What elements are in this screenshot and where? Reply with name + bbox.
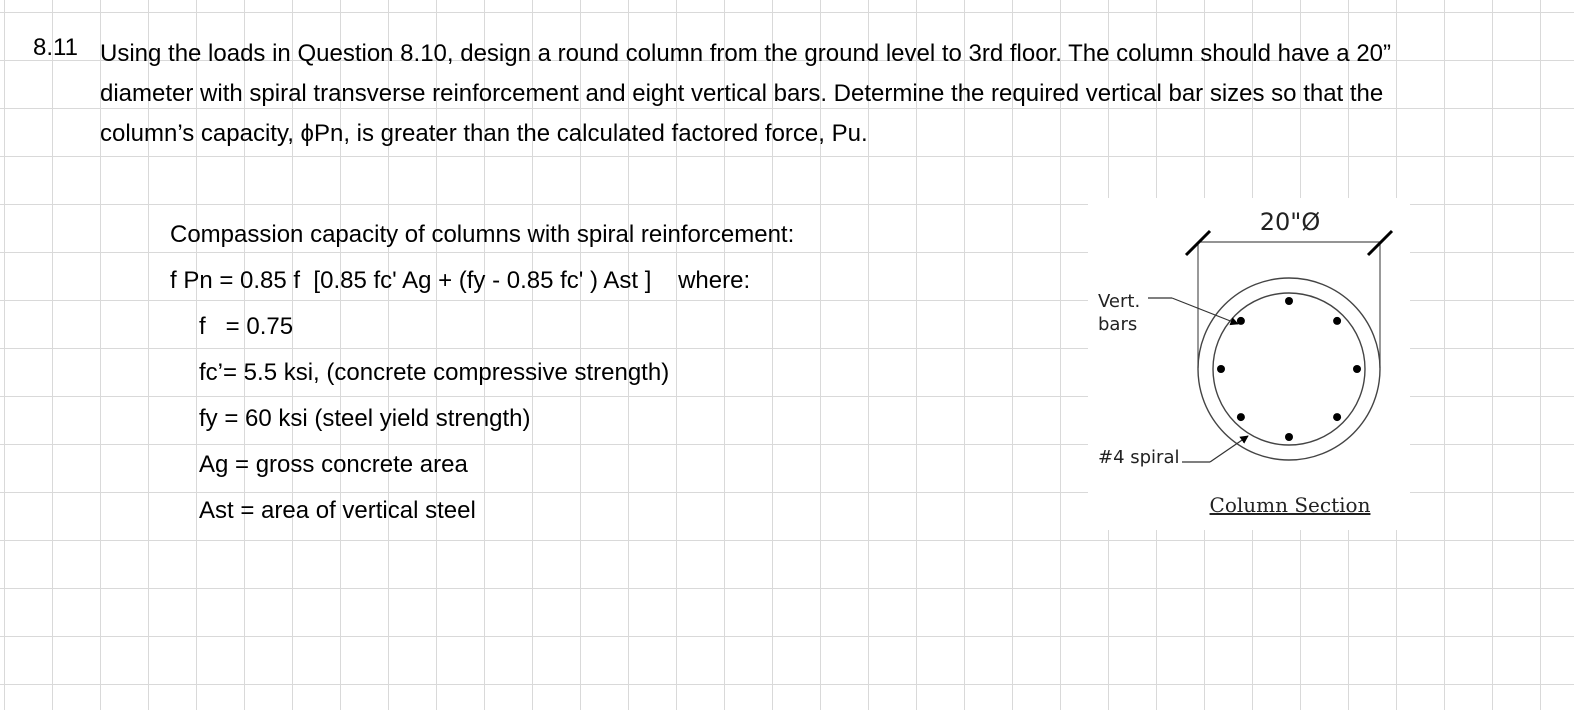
vertical-bars (1217, 297, 1361, 441)
vertical-bar (1285, 297, 1293, 305)
dimension-label: 20"Ø (1259, 208, 1321, 236)
vertical-bar (1217, 365, 1225, 373)
def-fc: fc’= 5.5 ksi, (concrete compressive strength) (199, 359, 670, 386)
spiral-leader (1182, 436, 1248, 462)
problem-number: 8.11 (33, 34, 78, 61)
spiral-outline (1213, 293, 1365, 445)
problem-line-1: Using the loads in Question 8.10, design a round column from the ground level to 3rd floor. The column should have a 20” (100, 40, 1392, 67)
formula-heading: Compassion capacity of columns with spiral reinforcement: (170, 221, 795, 248)
vert-bars-label-line2: bars (1098, 314, 1138, 335)
problem-line-3: column’s capacity, ϕPn, is greater than the calculated factored force, Pu. (100, 120, 868, 147)
column-outline (1198, 278, 1380, 460)
problem-line-2: diameter with spiral transverse reinforcement and eight vertical bars. Determine the required vertical bar sizes so that the (100, 80, 1384, 107)
def-ast: Ast = area of vertical steel (199, 497, 476, 524)
vertical-bar (1333, 413, 1341, 421)
spiral-label: #4 spiral (1098, 447, 1180, 468)
def-fy: fy = 60 ksi (steel yield strength) (199, 405, 531, 432)
vertical-bar (1353, 365, 1361, 373)
formula-equation: f Pn = 0.85 f [0.85 fc' Ag + (fy - 0.85 fc' ) Ast ] where: (170, 267, 751, 294)
def-ag: Ag = gross concrete area (199, 451, 468, 478)
diagram-caption: Column Section (1209, 493, 1371, 517)
vertical-bar (1333, 317, 1341, 325)
vert-bars-label-line1: Vert. (1098, 291, 1141, 312)
column-section-diagram (1088, 198, 1410, 530)
vert-bars-leader (1148, 298, 1238, 324)
def-phi: f = 0.75 (199, 313, 294, 340)
vertical-bar (1237, 413, 1245, 421)
problem-statement (100, 34, 1560, 154)
vertical-bar (1285, 433, 1293, 441)
column-section-drawing (1088, 198, 1410, 530)
formula-block (170, 212, 794, 534)
